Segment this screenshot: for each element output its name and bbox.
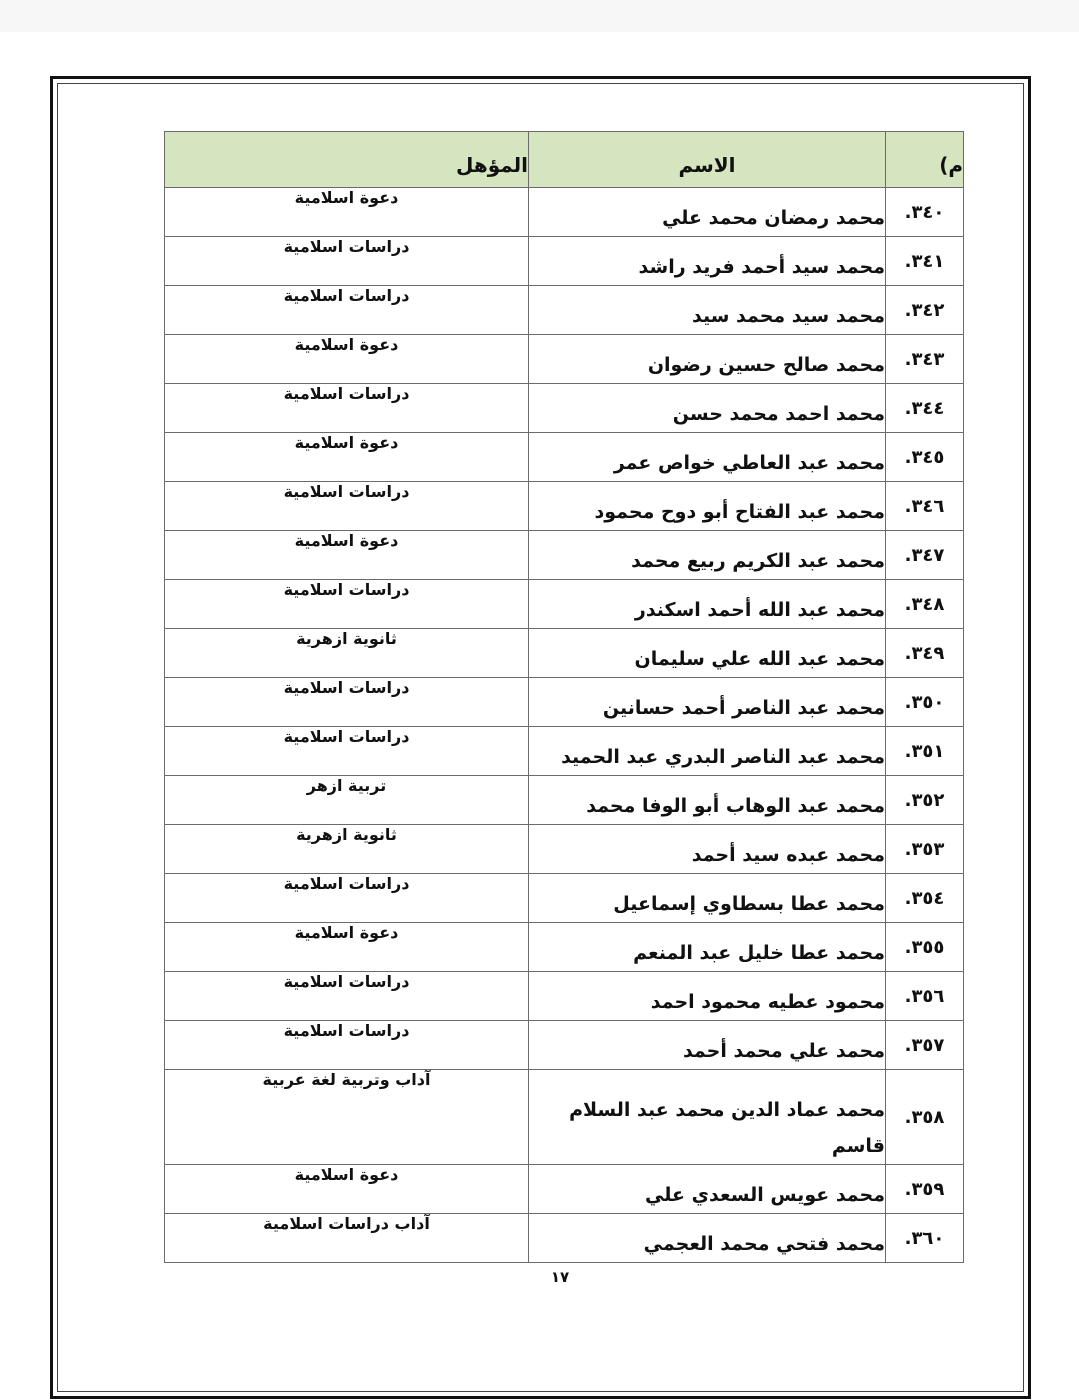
- table-row: [165, 923, 964, 972]
- table-row: [165, 433, 964, 482]
- table-row: [165, 825, 964, 874]
- row-number: ٣٥٥.: [886, 923, 964, 972]
- row-name: محمد علي محمد أحمد: [529, 1021, 886, 1070]
- page-number: ١٧: [550, 1268, 570, 1286]
- row-name: محمود عطيه محمود احمد: [529, 972, 886, 1021]
- row-qualification: دراسات اسلامية: [165, 678, 529, 727]
- qualifications-table: [164, 131, 964, 1263]
- row-number: ٣٤٠.: [886, 188, 964, 237]
- row-number: ٣٤١.: [886, 237, 964, 286]
- row-name: محمد عبد الكريم ربيع محمد: [529, 531, 886, 580]
- table-row: [165, 678, 964, 727]
- row-qualification: دعوة اسلامية: [165, 188, 529, 237]
- table-row: [165, 1214, 964, 1263]
- row-number: ٣٥٧.: [886, 1021, 964, 1070]
- row-qualification: دراسات اسلامية: [165, 1021, 529, 1070]
- table-row: [165, 482, 964, 531]
- table-row: [165, 384, 964, 433]
- row-qualification: ثانوية ازهرية: [165, 629, 529, 678]
- row-qualification: آداب وتربية لغة عربية: [165, 1070, 529, 1165]
- header-number: م): [886, 132, 964, 188]
- table-row: [165, 629, 964, 678]
- row-number: ٣٥٨.: [886, 1070, 964, 1165]
- row-qualification: دعوة اسلامية: [165, 1165, 529, 1214]
- row-name: محمد فتحي محمد العجمي: [529, 1214, 886, 1263]
- row-qualification: دعوة اسلامية: [165, 433, 529, 482]
- top-strip: [0, 0, 1079, 32]
- row-qualification: دراسات اسلامية: [165, 482, 529, 531]
- row-qualification: دراسات اسلامية: [165, 727, 529, 776]
- row-number: ٣٤٦.: [886, 482, 964, 531]
- row-name: محمد عبد الله علي سليمان: [529, 629, 886, 678]
- row-name: محمد عبد الناصر أحمد حسانين: [529, 678, 886, 727]
- row-name: محمد صالح حسين رضوان: [529, 335, 886, 384]
- row-qualification: دراسات اسلامية: [165, 580, 529, 629]
- table-row: [165, 1070, 964, 1165]
- row-qualification: دراسات اسلامية: [165, 874, 529, 923]
- table-row: [165, 335, 964, 384]
- row-qualification: دراسات اسلامية: [165, 972, 529, 1021]
- row-qualification: دراسات اسلامية: [165, 237, 529, 286]
- row-qualification: دعوة اسلامية: [165, 923, 529, 972]
- row-qualification: دعوة اسلامية: [165, 335, 529, 384]
- row-qualification: آداب دراسات اسلامية: [165, 1214, 529, 1263]
- row-number: ٣٤٤.: [886, 384, 964, 433]
- row-number: ٣٥٤.: [886, 874, 964, 923]
- table-row: [165, 580, 964, 629]
- row-name: محمد عبد الناصر البدري عبد الحميد: [529, 727, 886, 776]
- row-number: ٣٤٢.: [886, 286, 964, 335]
- row-qualification: دعوة اسلامية: [165, 531, 529, 580]
- row-number: ٣٤٨.: [886, 580, 964, 629]
- row-number: ٣٥١.: [886, 727, 964, 776]
- row-qualification: تربية ازهر: [165, 776, 529, 825]
- row-number: ٣٤٣.: [886, 335, 964, 384]
- row-name: محمد عبد الله أحمد اسكندر: [529, 580, 886, 629]
- table-row: [165, 286, 964, 335]
- row-name: محمد سيد محمد سيد: [529, 286, 886, 335]
- row-name: محمد عطا بسطاوي إسماعيل: [529, 874, 886, 923]
- table-row: [165, 727, 964, 776]
- table-header-row: [165, 132, 964, 188]
- row-name: محمد سيد أحمد فريد راشد: [529, 237, 886, 286]
- row-qualification: دراسات اسلامية: [165, 286, 529, 335]
- row-name: محمد عبده سيد أحمد: [529, 825, 886, 874]
- row-qualification: دراسات اسلامية: [165, 384, 529, 433]
- table-row: [165, 1165, 964, 1214]
- row-name: محمد رمضان محمد علي: [529, 188, 886, 237]
- header-name: الاسم: [529, 132, 886, 188]
- header-qualification: المؤهل: [165, 132, 529, 188]
- table-row: [165, 237, 964, 286]
- row-name: محمد احمد محمد حسن: [529, 384, 886, 433]
- row-number: ٣٥٦.: [886, 972, 964, 1021]
- table-row: [165, 531, 964, 580]
- row-number: ٣٤٩.: [886, 629, 964, 678]
- row-name: محمد عبد الفتاح أبو دوح محمود: [529, 482, 886, 531]
- table-row: [165, 1021, 964, 1070]
- row-number: ٣٥٣.: [886, 825, 964, 874]
- row-name: محمد عماد الدين محمد عبد السلام قاسم: [529, 1070, 886, 1165]
- table-row: [165, 188, 964, 237]
- row-name: محمد عبد العاطي خواص عمر: [529, 433, 886, 482]
- table-row: [165, 874, 964, 923]
- row-name: محمد عبد الوهاب أبو الوفا محمد: [529, 776, 886, 825]
- row-number: ٣٥٢.: [886, 776, 964, 825]
- row-number: ٣٥٩.: [886, 1165, 964, 1214]
- row-number: ٣٦٠.: [886, 1214, 964, 1263]
- row-number: ٣٤٧.: [886, 531, 964, 580]
- row-name: محمد عطا خليل عبد المنعم: [529, 923, 886, 972]
- row-number: ٣٤٥.: [886, 433, 964, 482]
- row-name: محمد عويس السعدي علي: [529, 1165, 886, 1214]
- table-row: [165, 972, 964, 1021]
- table-row: [165, 776, 964, 825]
- row-qualification: ثانوية ازهرية: [165, 825, 529, 874]
- row-number: ٣٥٠.: [886, 678, 964, 727]
